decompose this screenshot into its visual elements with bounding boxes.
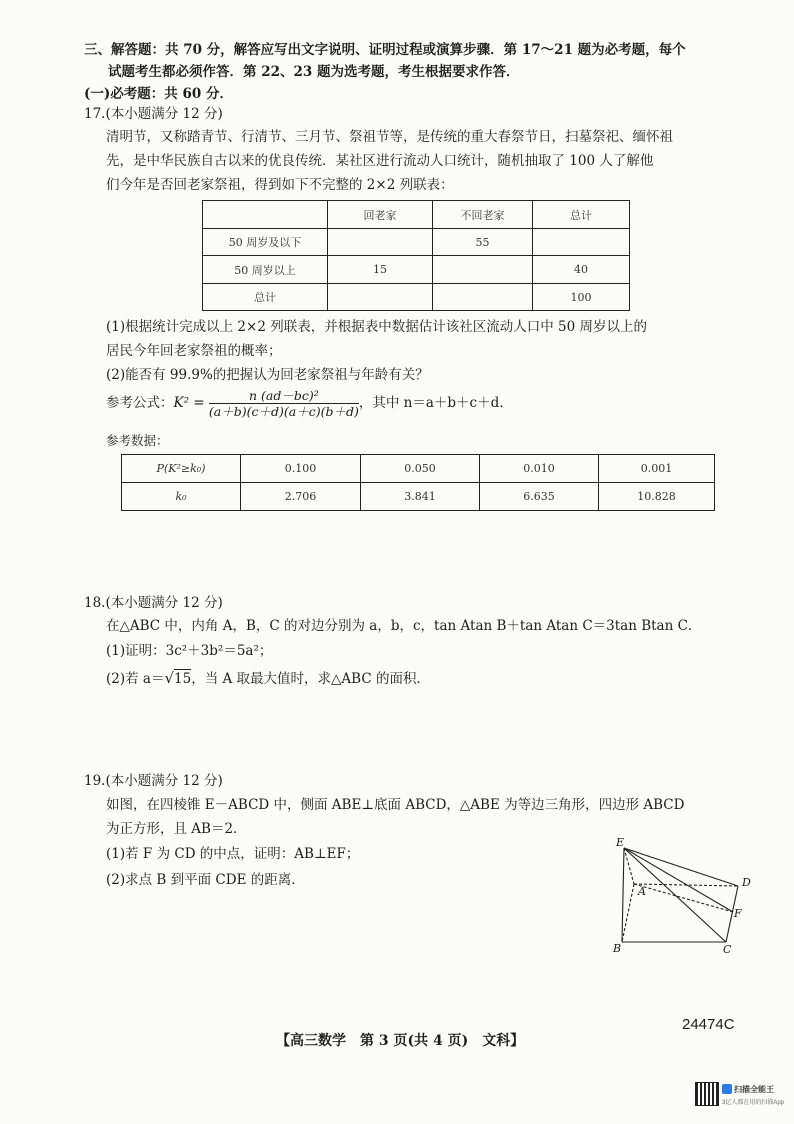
q19-stem-1: 如图，在四棱锥 E－ABCD 中，侧面 ABE⊥底面 ABCD，△ABE 为等边三角形，四边形 ABCD — [106, 797, 685, 813]
label-B: B — [613, 942, 622, 955]
qr-code-icon — [695, 1082, 719, 1106]
table-cell — [328, 284, 433, 311]
label-E: E — [616, 836, 625, 849]
table-row — [122, 455, 715, 483]
table-cell: 55 — [433, 229, 533, 256]
edge-EB — [622, 848, 624, 942]
edge-AB — [622, 884, 634, 942]
label-F: F — [734, 907, 742, 920]
q19-part2: (2)求点 B 到平面 CDE 的距离． — [106, 872, 305, 888]
table-cell — [533, 229, 630, 256]
q17-para-2: 先，是中华民族自古以来的优良传统．某社区进行流动人口统计，随机抽取了 100 人了解他 — [106, 153, 654, 169]
q19-stem-2: 为正方形，且 AB＝2． — [106, 821, 247, 837]
q17-para-1: 清明节，又称踏青节、行清节、三月节、祭祖节等，是传统的重大春祭节日，扫墓祭祀、缅怀祖 — [106, 129, 673, 145]
table-cell: 总计 — [533, 201, 630, 229]
q17-part2: (2)能否有 99.9%的把握认为回老家祭祖与年龄有关？ — [106, 367, 429, 383]
table-row — [203, 229, 630, 256]
table-row — [203, 256, 630, 284]
contingency-table — [202, 200, 630, 311]
table-cell: 6.635 — [480, 483, 599, 511]
data-label: 参考数据： — [106, 433, 169, 448]
table-row — [203, 284, 630, 311]
table-cell: 不回老家 — [433, 201, 533, 229]
formula-numerator: n (ad－bc)² — [209, 388, 359, 404]
q18-part2 — [106, 669, 430, 688]
table-cell: P(K²≥k₀) — [122, 455, 241, 483]
q17-para-3: 们今年是否回老家祭祖，得到如下不完整的 2×2 列联表： — [106, 177, 454, 193]
formula-lhs: K² = — [173, 395, 205, 411]
table-cell — [433, 256, 533, 284]
table-cell: k₀ — [122, 483, 241, 511]
label-A: A — [638, 885, 646, 898]
edge-ED — [624, 848, 738, 886]
formula-denominator: (a＋b)(c＋d)(a＋c)(b＋d) — [208, 404, 359, 419]
sqrt-sign: √ — [164, 669, 175, 687]
label-C: C — [723, 943, 732, 956]
scanner-tagline: 3亿人都在用的扫描App — [722, 1100, 785, 1106]
formula-label: 参考公式： — [106, 395, 174, 411]
table-cell: 3.841 — [361, 483, 480, 511]
page-footer: 【高三数学 第 3 页(共 4 页) 文科】 — [276, 1033, 525, 1049]
q18-part2-post: ，当 A 取最大值时，求△ABC 的面积． — [191, 671, 430, 687]
table-cell: 50 周岁以上 — [203, 256, 328, 284]
table-cell — [328, 229, 433, 256]
formula-fraction — [209, 388, 359, 419]
table-row — [122, 483, 715, 511]
table-cell — [203, 201, 328, 229]
table-cell: 40 — [533, 256, 630, 284]
q18-part2-pre: (2)若 a＝ — [106, 671, 165, 687]
q18-part1: (1)证明：3c²＋3b²＝5a²； — [106, 643, 273, 659]
table-cell: 50 周岁及以下 — [203, 229, 328, 256]
section-title-line1: 三、解答题：共 70 分，解答应写出文字说明、证明过程或演算步骤．第 17～21 题为必考题，每个 — [84, 42, 686, 58]
reference-table — [121, 454, 715, 511]
table-cell: 总计 — [203, 284, 328, 311]
label-D: D — [742, 876, 751, 889]
subsection-title: (一)必考题：共 60 分． — [84, 86, 233, 102]
formula-block — [106, 388, 513, 419]
formula-tail: ，其中 n＝a＋b＋c＋d． — [358, 395, 513, 411]
table-cell: 10.828 — [599, 483, 715, 511]
edge-EF — [624, 848, 733, 912]
table-cell: 0.001 — [599, 455, 715, 483]
table-row — [203, 201, 630, 229]
table-cell: 15 — [328, 256, 433, 284]
q17-part1-a: (1)根据统计完成以上 2×2 列联表，并根据表中数据估计该社区流动人口中 50 周岁以上的 — [106, 319, 647, 335]
edge-AF — [634, 884, 733, 912]
table-cell: 0.100 — [241, 455, 361, 483]
table-cell: 回老家 — [328, 201, 433, 229]
q19-number: 19.(本小题满分 12 分) — [84, 773, 223, 789]
pyramid-figure — [606, 834, 766, 956]
q17-part1-b: 居民今年回老家祭祖的概率； — [106, 343, 282, 359]
scanner-brand: 扫描全能王 — [734, 1085, 774, 1094]
section-title-line2: 试题考生都必须作答．第 22、23 题为选考题，考生根据要求作答． — [108, 64, 520, 80]
q18-number: 18.(本小题满分 12 分) — [84, 595, 223, 611]
q17-number: 17.(本小题满分 12 分) — [84, 106, 223, 122]
table-cell — [433, 284, 533, 311]
table-cell: 100 — [533, 284, 630, 311]
q18-stem: 在△ABC 中，内角 A，B，C 的对边分别为 a，b，c，tan Atan B＋tan Atan C＝3tan Btan C． — [106, 618, 702, 634]
table-cell: 0.010 — [480, 455, 599, 483]
scanner-logo-icon — [722, 1084, 732, 1094]
table-cell: 2.706 — [241, 483, 361, 511]
table-cell: 0.050 — [361, 455, 480, 483]
exam-code: 24474C — [682, 1016, 735, 1033]
q19-part1: (1)若 F 为 CD 的中点，证明：AB⊥EF； — [106, 846, 360, 862]
sqrt-radicand: 15 — [174, 671, 192, 687]
